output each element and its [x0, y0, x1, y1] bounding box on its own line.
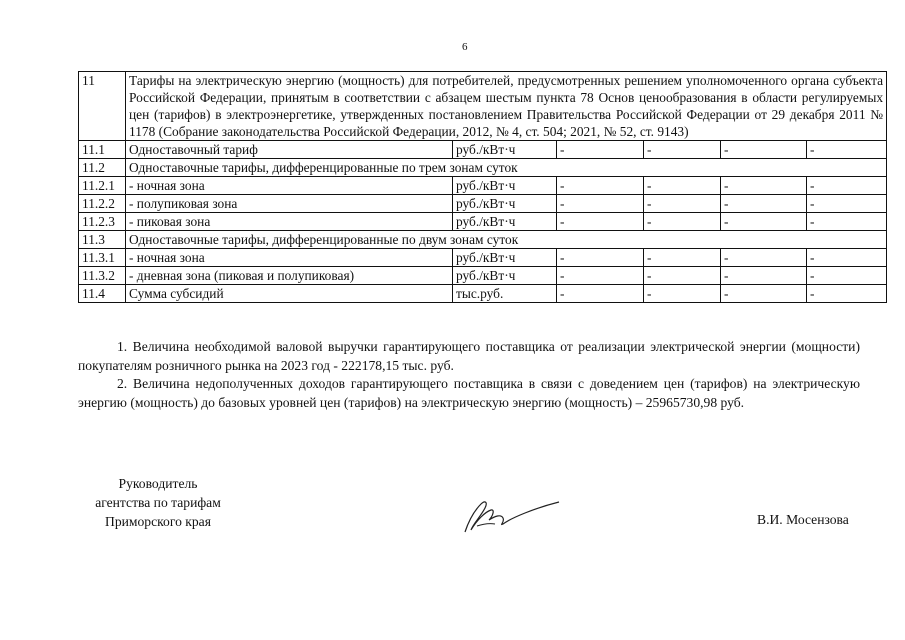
row-value: - [721, 285, 807, 303]
handwritten-signature [455, 490, 565, 540]
row-value: - [807, 141, 887, 159]
row-number: 11.2.2 [79, 195, 126, 213]
table-row [79, 231, 887, 249]
row-value: - [807, 177, 887, 195]
row-value: - [644, 195, 721, 213]
table-row [79, 159, 887, 177]
table-row [79, 177, 887, 195]
row-value: - [807, 267, 887, 285]
row-number: 11.2 [79, 159, 126, 177]
row-number: 11.1 [79, 141, 126, 159]
row-unit: руб./кВт·ч [453, 141, 557, 159]
row-value: - [721, 267, 807, 285]
row-value: - [807, 195, 887, 213]
signatory-title [78, 474, 238, 531]
row-value: - [721, 249, 807, 267]
row-unit: руб./кВт·ч [453, 195, 557, 213]
row-number: 11.3 [79, 231, 126, 249]
row-number: 11.2.3 [79, 213, 126, 231]
row-value: - [557, 267, 644, 285]
signatory-line-2: агентства по тарифам [95, 495, 221, 510]
row-description: - пиковая зона [126, 213, 453, 231]
table-row [79, 195, 887, 213]
table-row [79, 285, 887, 303]
row-description: Одноставочные тарифы, дифференцированные по двум зонам суток [126, 231, 887, 249]
table-row [79, 213, 887, 231]
row-unit: тыс.руб. [453, 285, 557, 303]
row-value: - [644, 267, 721, 285]
row-unit: руб./кВт·ч [453, 267, 557, 285]
row-value: - [557, 213, 644, 231]
paragraph-lost-income: 2. Величина недополученных доходов гарантирующего поставщика в связи с доведением цен (тарифов) на электрическую энергию (мощность) до базовых уровней цен (тарифов) на электрическую энергию (мощность) – 25965730,98 руб. [78, 376, 860, 410]
row-value: - [557, 177, 644, 195]
row-value: - [644, 177, 721, 195]
signatory-name: В.И. Мосензова [757, 512, 849, 527]
row-description: - ночная зона [126, 249, 453, 267]
signatory-line-1: Руководитель [118, 476, 198, 491]
table-row [79, 267, 887, 285]
table-row [79, 141, 887, 159]
row-value: - [644, 141, 721, 159]
row-value: - [807, 249, 887, 267]
row-unit: руб./кВт·ч [453, 177, 557, 195]
table-row [79, 249, 887, 267]
row-description: Сумма субсидий [126, 285, 453, 303]
row-unit: руб./кВт·ч [453, 249, 557, 267]
row-value: - [721, 141, 807, 159]
row-description: - дневная зона (пиковая и полупиковая) [126, 267, 453, 285]
row-number: 11.3.2 [79, 267, 126, 285]
table-row [79, 72, 887, 141]
row-value: - [644, 213, 721, 231]
paragraph-revenue: 1. Величина необходимой валовой выручки гарантирующего поставщика от реализации электрической энергии (мощности) покупателям розничного рынка на 2023 год - 222178,15 тыс. руб. [78, 339, 860, 373]
row-value: - [807, 285, 887, 303]
row-value: - [721, 177, 807, 195]
row-value: - [721, 213, 807, 231]
signatory-line-3: Приморского края [105, 514, 211, 529]
row-number: 11.3.1 [79, 249, 126, 267]
row-description: - ночная зона [126, 177, 453, 195]
row-number: 11.2.1 [79, 177, 126, 195]
row-value: - [644, 249, 721, 267]
row-unit: руб./кВт·ч [453, 213, 557, 231]
row-value: - [721, 195, 807, 213]
page-number: 6 [462, 41, 468, 53]
row-description: Одноставочный тариф [126, 141, 453, 159]
row-number: 11 [79, 72, 126, 141]
row-value: - [557, 195, 644, 213]
row-description: Одноставочные тарифы, дифференцированные по трем зонам суток [126, 159, 887, 177]
row-description: Тарифы на электрическую энергию (мощность) для потребителей, предусмотренных решением уполномоченного органа субъекта Российской Федерации, принятым в соответствии с абзацем шестым пункта 78 Основ ценообразования в области регулируемых цен (тарифов) в электроэнергетике, утвержденных постановлением Правительства Российской Федерации от 29 декабря 2011 № 1178 (Собрание законодательства Российской Федерации, 2012, № 4, ст. 504; 2021, № 52, ст. 9143) [126, 72, 887, 141]
row-value: - [644, 285, 721, 303]
row-value: - [557, 249, 644, 267]
row-number: 11.4 [79, 285, 126, 303]
tariff-table [78, 71, 887, 303]
row-value: - [807, 213, 887, 231]
row-value: - [557, 285, 644, 303]
row-value: - [557, 141, 644, 159]
row-description: - полупиковая зона [126, 195, 453, 213]
